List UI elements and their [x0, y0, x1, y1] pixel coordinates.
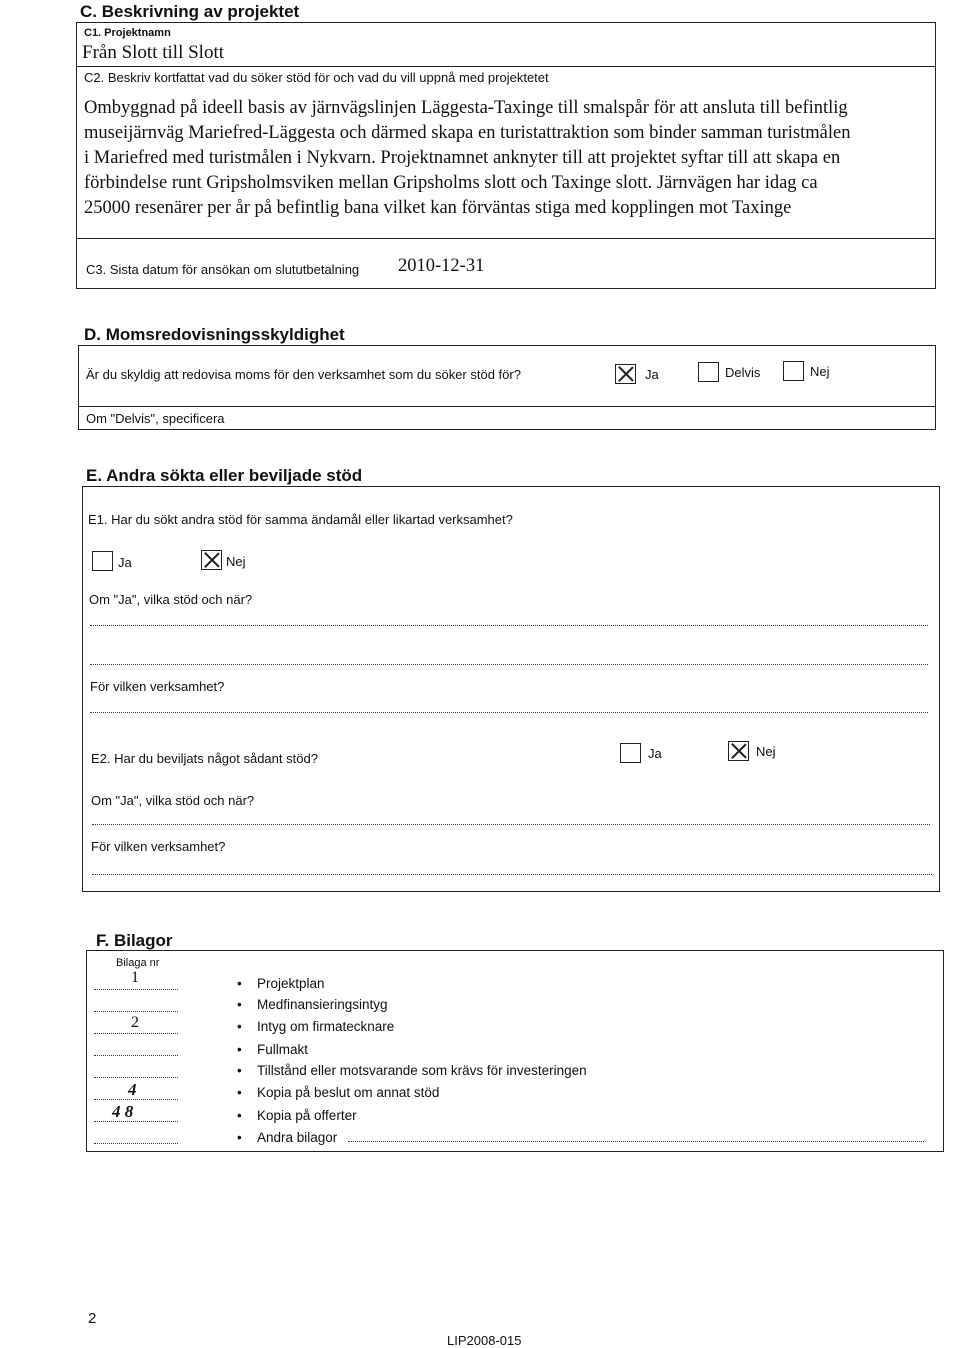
form-code: LIP2008-015 [447, 1333, 522, 1348]
f-nr-line[interactable] [94, 1033, 178, 1034]
f-item-label: • Tillstånd eller motsvarande som krävs för investeringen [257, 1063, 587, 1078]
e1-activity-line[interactable] [90, 712, 928, 713]
f-col-header: Bilaga nr [116, 957, 160, 969]
section-d-title: D. Momsredovisningsskyldighet [84, 325, 345, 344]
c3-label: C3. Sista datum för ansökan om slututbetalning [86, 262, 360, 277]
d-question: Är du skyldig att redovisa moms för den verksamhet som du söker stöd för? [86, 367, 521, 382]
c3-date[interactable]: 2010-12-31 [398, 256, 485, 276]
f-item-label: • Fullmakt [257, 1042, 308, 1057]
f-item-label: • Kopia på offerter [257, 1108, 357, 1123]
f-nr-line[interactable] [94, 989, 178, 990]
e1-nej-label: Nej [226, 554, 246, 569]
e2-activity-label: För vilken verksamhet? [91, 839, 226, 854]
d-delvis-checkbox[interactable] [698, 362, 719, 382]
f-other-line[interactable] [348, 1141, 924, 1142]
f-nr-line[interactable] [94, 1099, 178, 1100]
f-nr-line[interactable] [94, 1011, 178, 1012]
c2-label: C2. Beskriv kortfattat vad du söker stöd för och vad du vill uppnå med projektetet [84, 70, 549, 85]
f-nr: 2 [131, 1014, 139, 1031]
f-nr-line[interactable] [94, 1143, 178, 1144]
page-number: 2 [88, 1310, 97, 1327]
d-divider [78, 406, 936, 407]
e2-question: E2. Har du beviljats något sådant stöd? [91, 751, 318, 766]
e1-nej-checkbox[interactable] [201, 550, 222, 570]
f-item-label: • Projektplan [257, 976, 325, 991]
c2-line: i Mariefred med turistmålen i Nykvarn. Projektnamnet anknyter till att projektet syftar till att skapa en [84, 148, 841, 168]
e2-nej-label: Nej [756, 744, 776, 759]
c1-label: C1. Projektnamn [84, 27, 171, 39]
section-c-title: C. Beskrivning av projektet [80, 2, 300, 21]
e2-ja-checkbox[interactable] [620, 743, 641, 763]
section-f-title: F. Bilagor [96, 931, 173, 950]
d-specify-label: Om "Delvis", specificera [86, 411, 225, 426]
e1-question: E1. Har du sökt andra stöd för samma ändamål eller likartad verksamhet? [88, 512, 513, 527]
e2-ja-label: Ja [648, 746, 662, 761]
f-item-label: • Medfinansieringsintyg [257, 997, 388, 1012]
section-f-box [86, 950, 944, 1152]
e1-ja-checkbox[interactable] [92, 551, 113, 571]
e1-ja-label: Ja [118, 555, 132, 570]
d-delvis-label: Delvis [725, 365, 761, 380]
c2-line: Ombyggnad på ideell basis av järnvägslinjen Läggesta-Taxinge till smalspår för att ansluta till befintlig [84, 98, 848, 118]
e1-activity-label: För vilken verksamhet? [90, 679, 225, 694]
c2-line: museijärnväg Mariefred-Läggesta och därmed skapa en turistattraktion som binder samman turistmålen [84, 123, 851, 143]
section-e-title: E. Andra sökta eller beviljade stöd [86, 466, 363, 485]
c2-line: 25000 resenärer per år på befintlig bana vilket kan förväntas stiga med kopplingen mot Taxinge [84, 198, 792, 218]
f-nr: 4 [128, 1080, 137, 1099]
e2-which-label: Om "Ja", vilka stöd och när? [91, 793, 255, 808]
d-nej-label: Nej [810, 364, 830, 379]
e1-which-label: Om "Ja", vilka stöd och när? [89, 592, 253, 607]
c2-divider [76, 238, 936, 239]
f-nr-line[interactable] [94, 1121, 178, 1122]
f-item-label: • Kopia på beslut om annat stöd [257, 1085, 439, 1100]
d-ja-label: Ja [645, 367, 659, 382]
f-nr: 4 8 [112, 1102, 134, 1121]
c1-project-name[interactable]: Från Slott till Slott [82, 42, 224, 63]
e2-nej-checkbox[interactable] [728, 741, 749, 761]
e2-which-line[interactable] [92, 824, 930, 825]
f-item-label: • Andra bilagor [257, 1130, 337, 1145]
c1-divider [76, 66, 936, 67]
e1-which-line[interactable] [90, 625, 928, 626]
f-item-label: • Intyg om firmatecknare [257, 1019, 394, 1034]
d-nej-checkbox[interactable] [783, 361, 804, 381]
d-ja-checkbox[interactable] [615, 364, 636, 384]
f-nr-line[interactable] [94, 1055, 178, 1056]
e2-activity-line[interactable] [92, 874, 932, 875]
f-nr: 1 [131, 969, 139, 986]
f-nr-line[interactable] [94, 1077, 178, 1078]
c2-line: förbindelse runt Gripsholmsviken mellan Gripsholms slott och Taxinge slott. Järnvägen har idag ca [84, 173, 818, 193]
e1-which-line-2[interactable] [90, 664, 928, 665]
